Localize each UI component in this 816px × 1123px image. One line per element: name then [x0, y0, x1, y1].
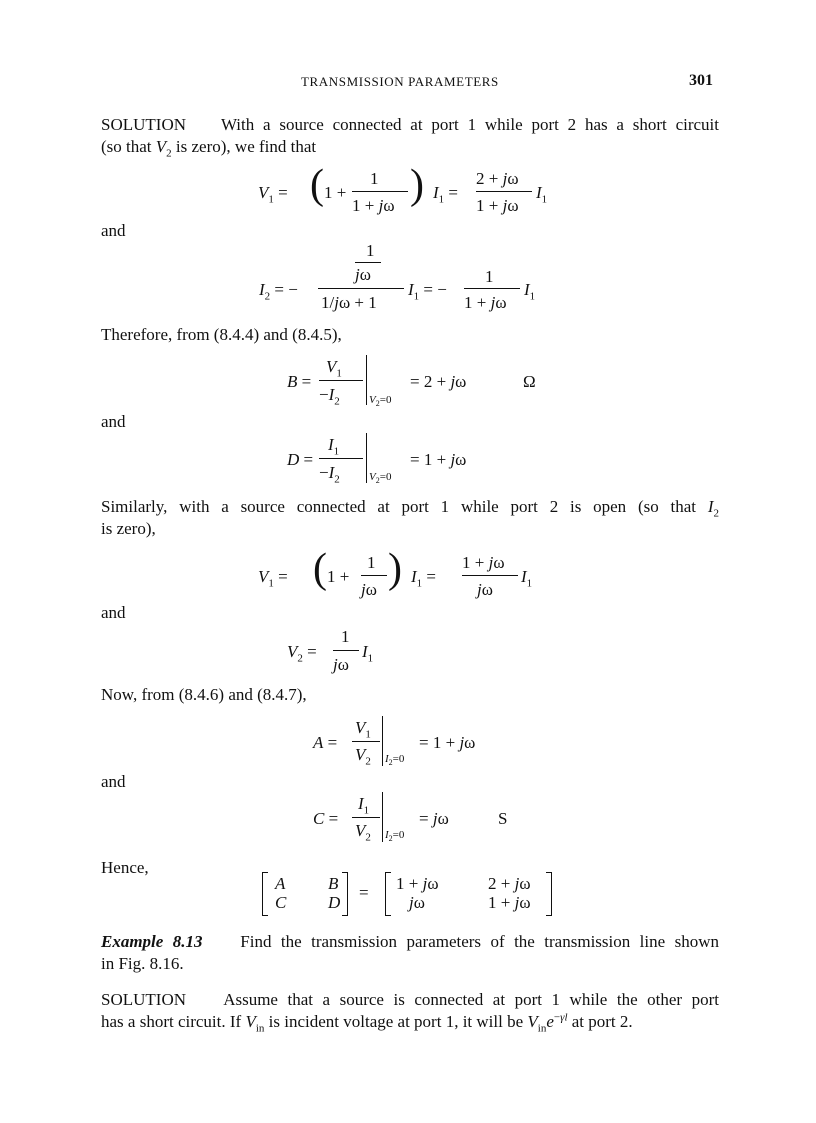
running-header: TRANSMISSION PARAMETERS	[301, 74, 499, 89]
solution-paragraph-2: SOLUTION Assume that a source is connected at port 1 while the other port	[101, 990, 719, 1009]
ohm-unit: Ω	[523, 372, 536, 391]
solution-paragraph-line2: (so that $V_2$ is zero), we find that	[101, 137, 317, 160]
example-label: Example 8.13	[101, 932, 203, 951]
and-connector: and	[101, 412, 126, 431]
similarly-paragraph: Similarly, with a source connected at port 1 while port 2 is open (so that $I_2$	[101, 497, 719, 520]
example-heading: Example 8.13 Find the transmission parameters of the transmission line shown	[101, 932, 719, 951]
and-connector: and	[101, 772, 126, 791]
and-connector: and	[101, 603, 126, 622]
solution-label: SOLUTION	[101, 990, 186, 1009]
now-line: Now, from (8.4.6) and (8.4.7),	[101, 685, 307, 704]
and-connector: and	[101, 221, 126, 240]
similarly-paragraph-line2: is zero),	[101, 519, 156, 538]
solution-paragraph-2-line2: has a short circuit. If $V_{in}$ is incident voltage at port 1, it will be $V_{in}e^{-\gamma l}$ at port 2.	[101, 1011, 633, 1035]
page-number: 301	[689, 72, 713, 89]
solution-label: SOLUTION	[101, 115, 186, 134]
hence-line: Hence,	[101, 858, 149, 877]
solution-paragraph: SOLUTION With a source connected at port 1 while port 2 has a short circuit	[101, 115, 720, 134]
example-heading-line2: in Fig. 8.16.	[101, 954, 184, 973]
siemens-unit: S	[498, 809, 508, 828]
therefore-line: Therefore, from (8.4.4) and (8.4.5),	[101, 325, 342, 344]
